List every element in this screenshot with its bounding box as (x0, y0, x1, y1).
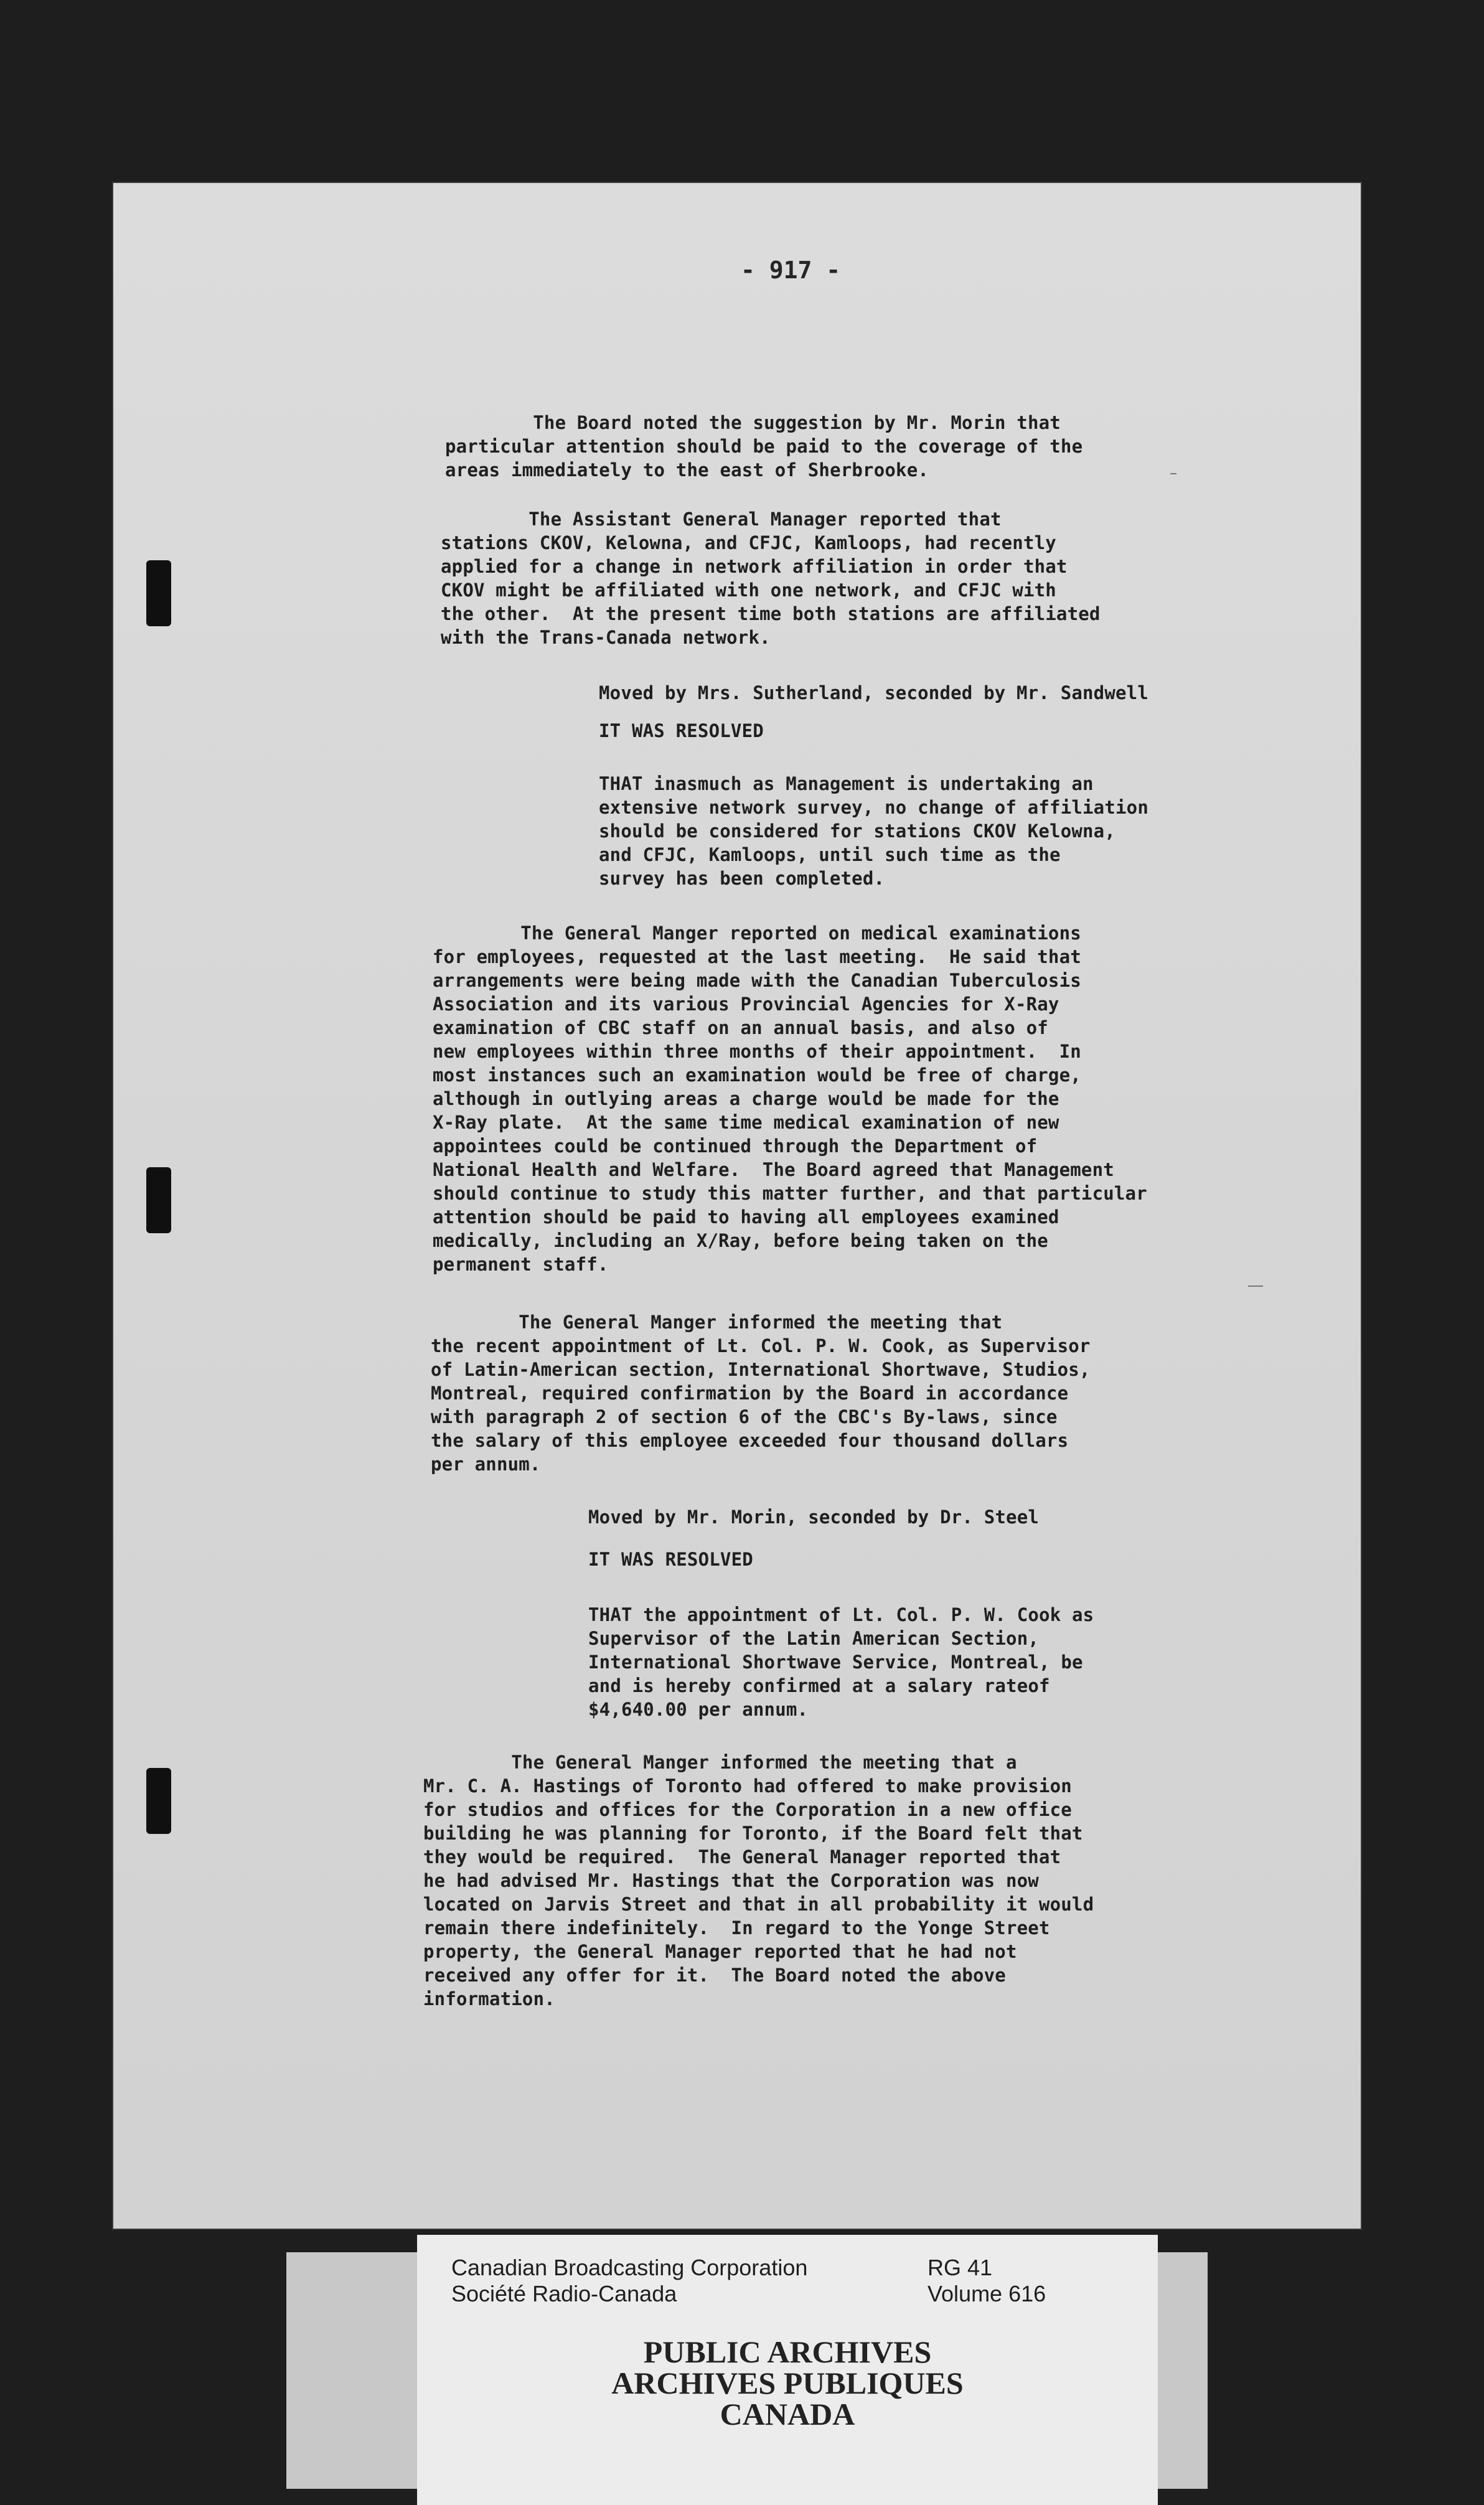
page-number: - 917 - (741, 256, 841, 284)
punch-hole (146, 1167, 171, 1233)
archive-stamp-line-1: PUBLIC ARCHIVES (643, 2334, 932, 2369)
punch-hole (146, 560, 171, 626)
margin-mark (1170, 473, 1176, 474)
archive-volume: Volume 616 (928, 2281, 1046, 2306)
resolution-affiliation: THAT inasmuch as Management is undertaking an extensive network survey, no change of affiliation should be considered for stations CKOV Kelowna, and CFJC, Kamloops, until such time as the survey has been completed. (599, 773, 1148, 889)
punch-hole (146, 1768, 171, 1834)
motion-line-1: Moved by Mrs. Sutherland, seconded by Mr. Sandwell (599, 682, 1148, 703)
archive-org-fr: Société Radio-Canada (451, 2281, 677, 2306)
paragraph-affiliation-report: The Assistant General Manager reported that stations CKOV, Kelowna, and CFJC, Kamloops, had recently applied for a change in network affiliation in order that CKOV might be affiliated with one network, and CFJC with the other. At the present time both stations are affiliated with the Trans-Canada network. (441, 509, 1101, 648)
archive-stamp-line-3: CANADA (720, 2397, 855, 2432)
paragraph-cook-appointment: The General Manger informed the meeting that the recent appointment of Lt. Col. P. W. Cook, as Supervisor of Latin-American section, International Shortwave, Studios, Montreal, required confirmation by the Board in accordance with paragraph 2 of section 6 of the CBC's By-laws, since the salary of this employee exceeded four thousand dollars per annum. (431, 1312, 1091, 1475)
paragraph-hastings-offer: The General Manger informed the meeting that a Mr. C. A. Hastings of Toronto had offered to make provision for studios and offices for the Corporation in a new office building he was planning for Toronto, if the Board felt that they would be required. The General Manager reported that he had advised Mr. Hastings that the Corporation was now located on Jarvis Street and that in all probability it would remain there indefinitely. In regard to the Yonge Street property, the General Manager reported that he had not received any offer for it. The Board noted the above information. (423, 1752, 1094, 2009)
archive-org-en: Canadian Broadcasting Corporation (451, 2255, 808, 2280)
margin-mark (1248, 1285, 1263, 1287)
paragraph-medical-examinations: The General Manger reported on medical examinations for employees, requested at the last meeting. He said that arrangements were being made with the Canadian Tuberculosis Association and its various Provincial Agencies for X-Ray examination of CBC staff on an annual basis, and also of new employees within three months of their appointment. In most instances such an examination would be free of charge, although in outlying areas a charge would be made for the X-Ray plate. At the same time medical examination of new appointees could be continued through the Department of National Health and Welfare. The Board agreed that Management should continue to study this matter further, and that particular attention should be paid to having all employees examined medically, including an X/Ray, before being taken on the permanent staff. (433, 923, 1147, 1275)
archive-record-group: RG 41 (928, 2255, 993, 2280)
motion-line-2: Moved by Mr. Morin, seconded by Dr. Steel (588, 1506, 1040, 1528)
paragraph-morin-suggestion: The Board noted the suggestion by Mr. Morin that particular attention should be paid to the coverage of the areas immediately to the east of Sherbrooke. (445, 412, 1083, 481)
archive-stamp-line-2: ARCHIVES PUBLIQUES (611, 2366, 964, 2400)
resolution-cook: THAT the appointment of Lt. Col. P. W. Cook as Supervisor of the Latin American Section, International Shortwave Service, Montreal, be and is hereby confirmed at a salary rateof $4,640.00 per annum. (588, 1604, 1094, 1720)
resolved-heading-2: IT WAS RESOLVED (588, 1549, 753, 1570)
resolved-heading-1: IT WAS RESOLVED (599, 720, 764, 741)
